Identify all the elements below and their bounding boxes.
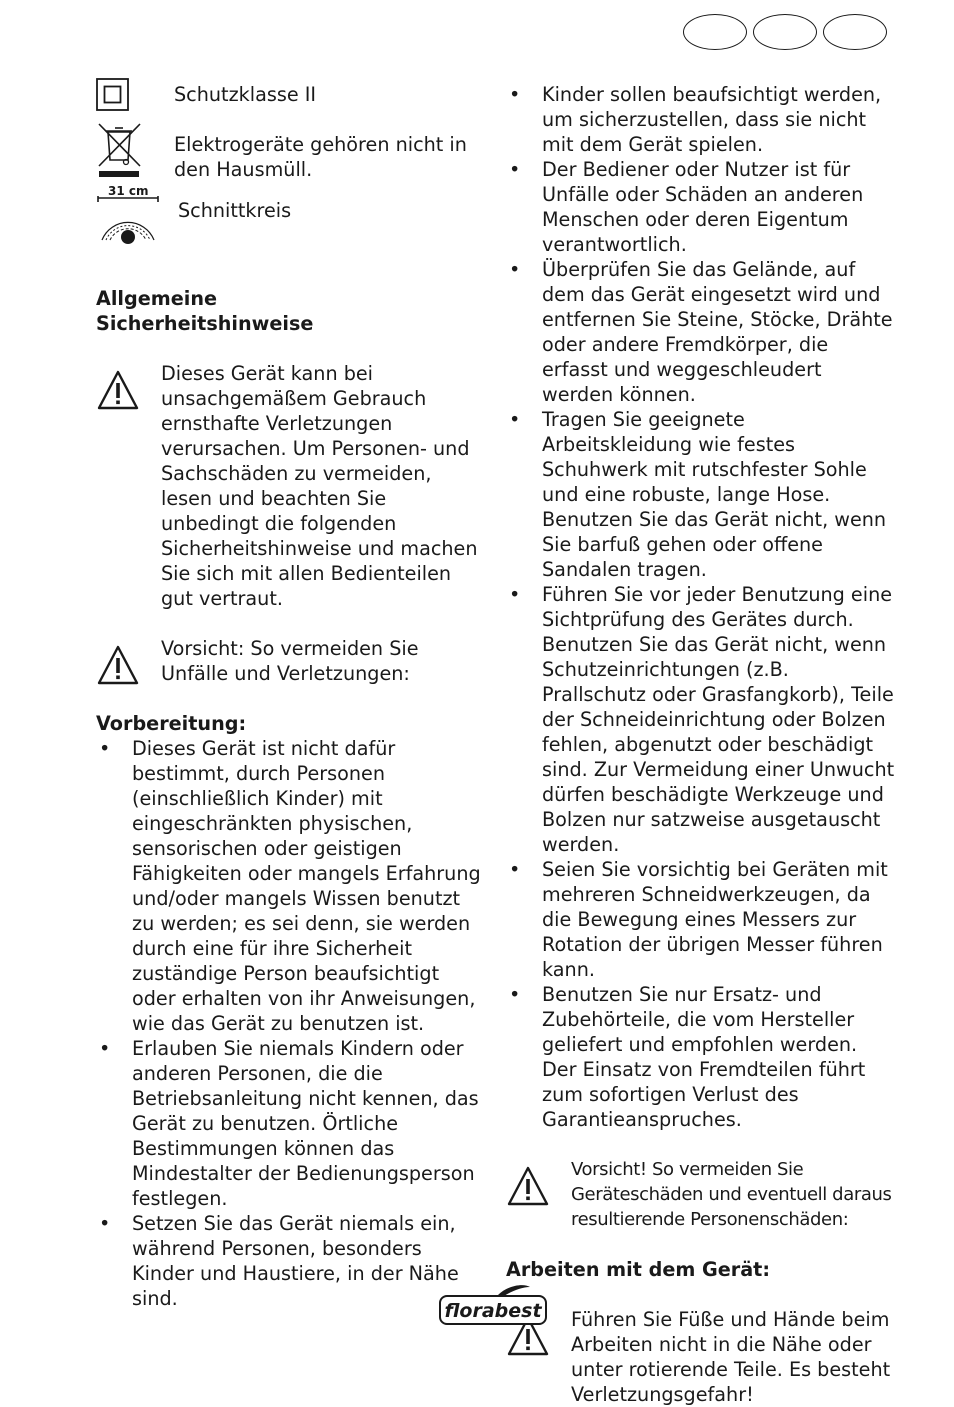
list-item: • Führen Sie vor jeder Benutzung eine Sichtprüfung des Gerätes durch. Benutzen Sie das Gerät nicht, wenn Schutzeinrichtungen (z.B. Prallschutz oder Grasfangkorb), Teile der Schneideinrichtung oder Bolzen fehlen, abgenutzt oder beschädigt sind. Zur Vermeidung einer Unwucht dürfen beschädigte Werkzeuge und Bolzen nur satzweise ausgetauscht werden. xyxy=(506,582,896,857)
list-item: • Überprüfen Sie das Gelände, auf dem das Gerät eingesetzt wird und entfernen Sie Steine, Stöcke, Drähte oder andere Fremdkörper, die erfasst und weggeschleudert werden können. xyxy=(506,257,896,407)
working-heading: Arbeiten mit dem Gerät: xyxy=(506,1258,771,1281)
list-item: • Setzen Sie das Gerät niemals ein, während Personen, besonders Kinder und Haustiere, in der Nähe sind. xyxy=(96,1211,486,1311)
warning-triangle-icon xyxy=(96,369,140,411)
crossed-out-bin-icon xyxy=(96,120,144,178)
general-safety-heading-line2: Sicherheitshinweise xyxy=(96,312,314,335)
list-item: • Der Bediener oder Nutzer ist für Unfälle oder Schäden an anderen Menschen oder deren Eigentum verantwortlich. xyxy=(506,157,896,257)
device-damage-warning-text: Vorsicht! So vermeiden Sie Geräteschäden und eventuell daraus resultierende Personenschäden: xyxy=(571,1159,892,1230)
list-item: • Dieses Gerät ist nicht dafür bestimmt, durch Personen (einschließlich Kinder) mit eingeschränkten physischen, sensorischen oder geistigen Fähigkeiten oder mangels Erfahrung und/oder mangels Wissen benutzt zu werden; es sei denn, sie werden durch eine für ihre Sicherheit zuständige Person beaufsichtigt oder erhalten von ihr Anweisungen, wie das Gerät zu benutzen ist. xyxy=(96,736,486,1036)
left-column xyxy=(96,82,486,1311)
device-damage-warning-block xyxy=(506,1157,896,1232)
right-column xyxy=(506,82,896,1407)
florabest-logo xyxy=(438,1283,550,1329)
warning-triangle-icon xyxy=(96,644,140,686)
preparation-heading: Vorbereitung: xyxy=(96,712,247,735)
language-oval-1 xyxy=(683,14,747,50)
list-item: • Erlauben Sie niemals Kindern oder anderen Personen, die die Betriebsanleitung nicht kennen, das Gerät zu benutzen. Örtliche Bestimmungen können das Mindestalter der Bedienungsperson festlegen. xyxy=(96,1036,486,1211)
warning-triangle-icon xyxy=(506,1165,550,1207)
cutting-circle-label: 31 cm xyxy=(108,184,149,198)
list-item: • Tragen Sie geeignete Arbeitskleidung wie festes Schuhwerk mit rutschfester Sohle und eine robuste, lange Hose. Benutzen Sie das Gerät nicht, wenn Sie barfuß gehen oder offene Sandalen tragen. xyxy=(506,407,896,582)
cutting-circle-icon xyxy=(96,182,160,248)
general-warning-block xyxy=(96,361,486,611)
accident-warning-text: Vorsicht: So vermeiden Sie Unfälle und Verletzungen: xyxy=(161,637,419,685)
symbol-text-weee: Elektrogeräte gehören nicht in den Hausmüll. xyxy=(174,133,467,181)
general-warning-text: Dieses Gerät kann bei unsachgemäßem Gebrauch ernsthafte Verletzungen verursachen. Um Personen- und Sachschäden zu vermeiden, lesen und beachten Sie unbedingt die folgenden Sicherheitshinweise und machen Sie sich mit allen Bedienteilen gut vertraut. xyxy=(161,362,478,610)
language-oval-2 xyxy=(753,14,817,50)
language-oval-3 xyxy=(823,14,887,50)
list-item: • Seien Sie vorsichtig bei Geräten mit mehreren Schneidwerkzeugen, da die Bewegung eines Messers zur Rotation der übrigen Messer führen kann. xyxy=(506,857,896,982)
preparation-list-left xyxy=(96,736,486,1311)
general-safety-heading-line1: Allgemeine xyxy=(96,287,218,310)
list-item: • Benutzen Sie nur Ersatz- und Zubehörteile, die vom Hersteller geliefert und empfohlen werden. Der Einsatz von Fremdteilen führt zum sofortigen Verlust des Garantieanspruches. xyxy=(506,982,896,1132)
symbol-row-protection-class xyxy=(96,82,486,130)
general-safety-heading xyxy=(96,286,486,336)
protection-class-ii-icon xyxy=(96,78,130,112)
working-warning-block xyxy=(506,1307,896,1407)
logo-text: florabest xyxy=(444,1300,542,1322)
list-item: • Kinder sollen beaufsichtigt werden, um sicherzustellen, dass sie nicht mit dem Gerät spielen. xyxy=(506,82,896,157)
symbol-row-cutting-circle xyxy=(96,184,486,274)
symbol-text-cutting-circle: Schnittkreis xyxy=(178,199,292,222)
working-warning-text: Führen Sie Füße und Hände beim Arbeiten nicht in die Nähe oder unter rotierende Teile. Es besteht Verletzungsgefahr! xyxy=(571,1308,891,1406)
accident-warning-block xyxy=(96,636,486,686)
symbol-text-protection-class: Schutzklasse II xyxy=(174,83,317,106)
preparation-list-right xyxy=(506,82,896,1132)
